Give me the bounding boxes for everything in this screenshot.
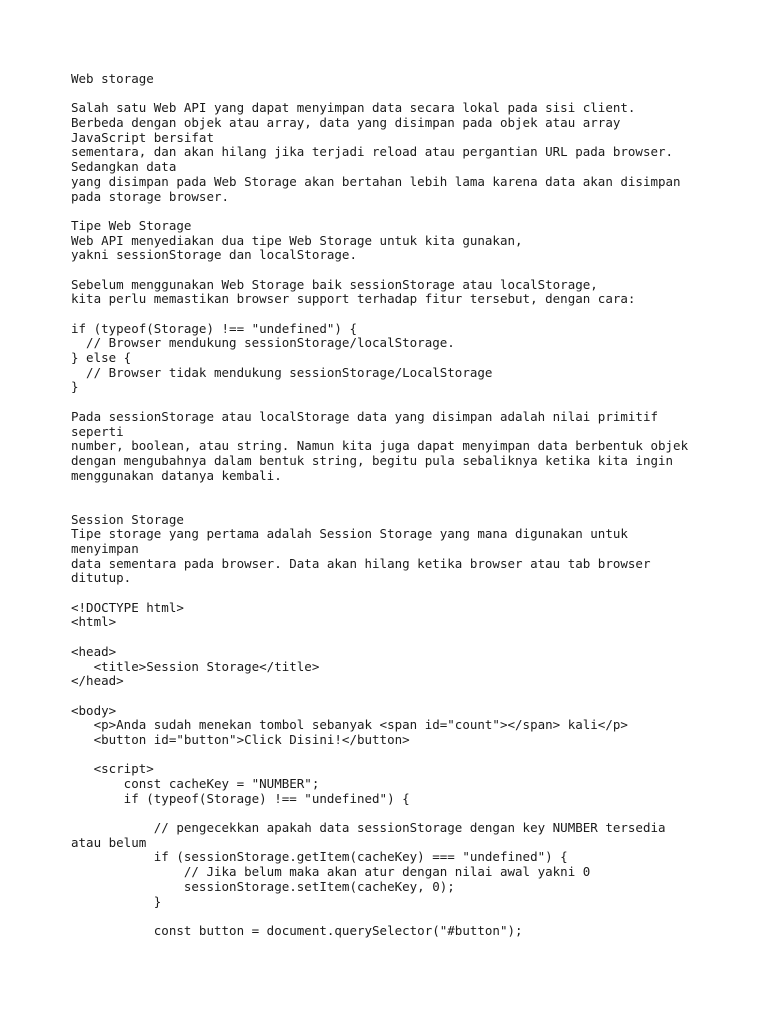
text-line: dengan mengubahnya dalam bentuk string, begitu pula sebaliknya ketika kita ingin (71, 452, 674, 468)
text-line (71, 689, 751, 704)
text-line (71, 630, 751, 645)
text-line: Pada sessionStorage atau localStorage data yang disimpan adalah nilai primitif (71, 408, 658, 424)
text-line: pada storage browser. (71, 188, 230, 204)
text-line (71, 204, 751, 219)
text-line (71, 307, 751, 322)
text-line: if (sessionStorage.getItem(cacheKey) === "undefined") { (71, 849, 568, 865)
document-page (71, 72, 751, 939)
text-line: } (71, 379, 79, 395)
text-line: <body> (71, 702, 117, 718)
text-line: kita perlu memastikan browser support terhadap fitur tersebut, dengan cara: (71, 291, 636, 307)
text-line: Session Storage (71, 511, 184, 527)
text-line (71, 483, 751, 498)
text-line: // Browser tidak mendukung sessionStorage/LocalStorage (71, 364, 493, 380)
text-line: menggunakan datanya kembali. (71, 467, 282, 483)
text-line (71, 498, 751, 513)
text-line: Salah satu Web API yang dapat menyimpan data secara lokal pada sisi client. (71, 100, 636, 116)
text-line: <script> (71, 761, 154, 777)
text-line: sessionStorage.setItem(cacheKey, 0); (71, 878, 455, 894)
text-line: <!DOCTYPE html> (71, 599, 184, 615)
text-line: yakni sessionStorage dan localStorage. (71, 247, 357, 263)
text-line: ditutup. (71, 570, 132, 586)
text-line: // pengecekkan apakah data sessionStorage dengan key NUMBER tersedia (71, 820, 666, 836)
text-line: atau belum (71, 834, 147, 850)
text-line: if (typeof(Storage) !== "undefined") { (71, 320, 357, 336)
text-line: seperti (71, 423, 124, 439)
text-line (71, 748, 751, 763)
text-line: <title>Session Storage</title> (71, 658, 320, 674)
text-line: } else { (71, 350, 132, 366)
text-line: Sedangkan data (71, 159, 177, 175)
text-line: <html> (71, 614, 117, 630)
text-line: <head> (71, 643, 117, 659)
text-line: <button id="button">Click Disini!</button> (71, 731, 410, 747)
text-line: Tipe Web Storage (71, 217, 192, 233)
text-line (71, 263, 751, 278)
text-line: const cacheKey = "NUMBER"; (71, 776, 320, 791)
text-line: </head> (71, 673, 124, 689)
text-line (71, 909, 751, 924)
text-line: // Jika belum maka akan atur dengan nilai awal yakni 0 (71, 864, 591, 880)
text-line: yang disimpan pada Web Storage akan bertahan lebih lama karena data akan disimpan (71, 173, 681, 189)
text-line (71, 586, 751, 601)
text-line: sementara, dan akan hilang jika terjadi reload atau pergantian URL pada browser. (71, 144, 674, 160)
text-line: number, boolean, atau string. Namun kita juga dapat menyimpan data berbentuk objek (71, 438, 689, 454)
text-line: <p>Anda sudah menekan tombol sebanyak <span id="count"></span> kali</p> (71, 717, 628, 733)
text-line (71, 87, 751, 102)
text-line: data sementara pada browser. Data akan hilang ketika browser atau tab browser (71, 555, 651, 571)
text-line: } (71, 893, 162, 909)
text-line: JavaScript bersifat (71, 129, 214, 145)
text-line: // Browser mendukung sessionStorage/localStorage. (71, 335, 455, 351)
text-line: menyimpan (71, 541, 139, 556)
text-line: if (typeof(Storage) !== "undefined") { (71, 790, 410, 806)
text-line: Berbeda dengan objek atau array, data yang disimpan pada objek atau array (71, 115, 621, 131)
text-line: Sebelum menggunakan Web Storage baik sessionStorage atau localStorage, (71, 276, 598, 292)
text-line: Web storage (71, 71, 154, 86)
text-line: Web API menyediakan dua tipe Web Storage untuk kita gunakan, (71, 232, 523, 248)
text-line (71, 806, 751, 821)
text-line (71, 395, 751, 410)
text-line: Tipe storage yang pertama adalah Session Storage yang mana digunakan untuk (71, 526, 628, 542)
text-line: const button = document.querySelector("#button"); (71, 922, 523, 938)
